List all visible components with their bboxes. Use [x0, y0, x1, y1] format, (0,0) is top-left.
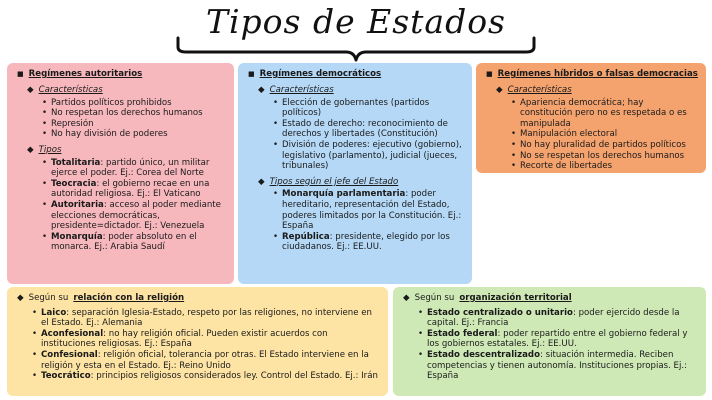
diamond-bullet-icon: ◆: [258, 85, 265, 95]
democraticos-tipos-label: Tipos según el jefe del Estado: [269, 176, 399, 187]
diamond-bullet-icon: ◆: [403, 293, 410, 303]
page-title: Tipos de Estados: [205, 2, 506, 41]
list-item: • No hay división de poderes: [51, 129, 226, 140]
list-item: • División de poderes: ejecutivo (gobierno), legislativo (parlamento), judicial (jueces, tribunales): [282, 140, 464, 172]
list-item: • Elección de gobernantes (partidos políticos): [282, 98, 464, 119]
list-item: • Monarquía parlamentaria: poder hereditario, representación del Estado, poderes limitados por la Constitución. Ej.: España: [282, 189, 464, 231]
list-item: • No hay pluralidad de partidos políticos: [520, 140, 698, 151]
democraticos-heading: Regímenes democráticos: [259, 69, 382, 79]
list-item: • Totalitaria: partido único, un militar ejerce el poder. Ej.: Corea del Norte: [51, 158, 226, 179]
list-item: • Aconfesional: no hay religión oficial. Pueden existir acuerdos con instituciones religiosas. Ej.: España: [41, 329, 380, 350]
diamond-bullet-icon: ◆: [27, 85, 34, 95]
autoritarios-box: [7, 63, 234, 284]
autoritarios-caracteristicas-header: [27, 85, 226, 96]
autoritarios-tipos-label: Tipos: [38, 144, 62, 155]
autoritarios-tipos-list: [51, 158, 226, 253]
democraticos-tipos-header: [258, 177, 464, 188]
autoritarios-caracteristicas-list: [51, 98, 226, 140]
territorial-header: [403, 293, 698, 304]
list-item: • Estado descentralizado: situación intermedia. Reciben competencias y tienen autonomía. Instituciones propias. Ej.: España: [427, 350, 698, 382]
democraticos-box: [238, 63, 472, 284]
list-item: • Apariencia democrática; hay constitución pero no es respetada o es manipulada: [520, 98, 698, 130]
hibridos-header: [486, 69, 698, 80]
list-item: • No se respetan los derechos humanos: [520, 151, 698, 162]
religion-box: [7, 287, 388, 396]
diamond-bullet-icon: ◆: [27, 144, 34, 155]
hibridos-box: [476, 63, 706, 173]
autoritarios-heading: Regímenes autoritarios: [28, 69, 143, 79]
square-bullet-icon: ■: [486, 70, 493, 78]
autoritarios-header: [17, 69, 226, 80]
religion-header: [17, 293, 380, 304]
list-item: • Represión: [51, 119, 226, 130]
autoritarios-tipos-header: [27, 145, 226, 156]
hibridos-caracteristicas-label: Características: [507, 85, 572, 95]
list-item: • Estado centralizado o unitario: poder ejercido desde la capital. Ej.: Francia: [427, 308, 698, 329]
democraticos-caracteristicas-list: [282, 98, 464, 172]
religion-list: [41, 308, 380, 382]
democraticos-caracteristicas-label: Características: [269, 85, 334, 95]
hibridos-heading: Regímenes híbridos o falsas democracias: [497, 69, 698, 79]
territorial-list: [427, 308, 698, 382]
territorial-box: [393, 287, 706, 396]
list-item: • Partidos políticos prohibidos: [51, 98, 226, 109]
territorial-heading: organización territorial: [459, 293, 572, 303]
democraticos-caracteristicas-header: [258, 85, 464, 96]
list-item: • Manipulación electoral: [520, 129, 698, 140]
diamond-bullet-icon: ◆: [258, 176, 265, 187]
religion-heading: relación con la religión: [73, 293, 185, 303]
hibridos-caracteristicas-header: [496, 85, 698, 96]
democraticos-header: [248, 69, 464, 80]
list-item: • No respetan los derechos humanos: [51, 108, 226, 119]
list-item: • República: presidente, elegido por los ciudadanos. Ej.: EE.UU.: [282, 232, 464, 253]
list-item: • Confesional: religión oficial, tolerancia por otras. El Estado interviene en la religión y esta en el Estado. Ej.: Reino Unido: [41, 350, 380, 371]
list-item: • Recorte de libertades: [520, 161, 698, 172]
list-item: • Estado de derecho: reconocimiento de derechos y libertades (Constitución): [282, 119, 464, 140]
list-item: • Autoritaria: acceso al poder mediante elecciones democráticas, presidente=dictador. Ej.: Venezuela: [51, 200, 226, 232]
square-bullet-icon: ■: [17, 70, 24, 78]
autoritarios-caracteristicas-label: Características: [38, 85, 103, 95]
democraticos-tipos-list: [282, 189, 464, 253]
diamond-bullet-icon: ◆: [17, 293, 24, 303]
list-item: • Teocracia: el gobierno recae en una autoridad religiosa. Ej.: El Vaticano: [51, 179, 226, 200]
territorial-prefix: Según su: [414, 293, 455, 303]
diamond-bullet-icon: ◆: [496, 85, 503, 95]
square-bullet-icon: ■: [248, 70, 255, 78]
religion-prefix: Según su: [28, 293, 69, 303]
list-item: • Teocrático: principios religiosos considerados ley. Control del Estado. Ej.: Irán: [41, 371, 380, 382]
list-item: • Laico: separación Iglesia-Estado, respeto por las religiones, no interviene en el Estado. Ej.: Alemania: [41, 308, 380, 329]
list-item: • Estado federal: poder repartido entre el gobierno federal y los gobiernos estatales. Ej.: EE.UU.: [427, 329, 698, 350]
list-item: • Monarquía: poder absoluto en el monarca. Ej.: Arabia Saudí: [51, 232, 226, 253]
hibridos-caracteristicas-list: [520, 98, 698, 172]
